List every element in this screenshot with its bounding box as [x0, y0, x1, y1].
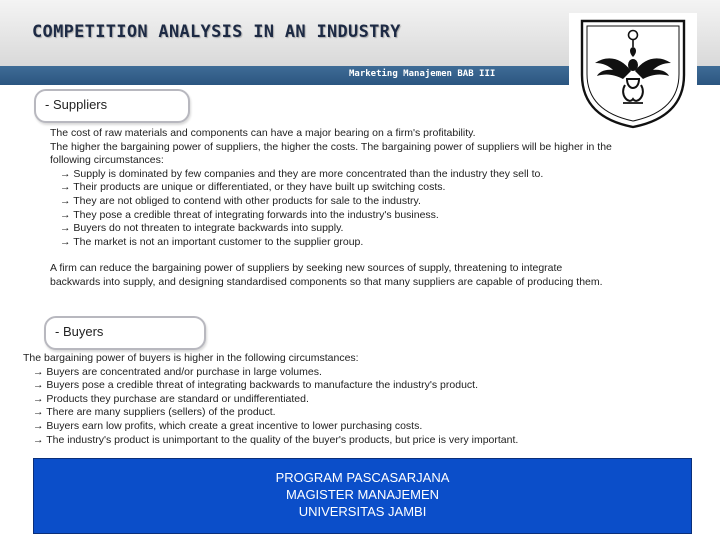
supplier-point: → The market is not an important customer to the supplier group. — [60, 235, 364, 248]
footer-line: MAGISTER MANAJEMEN — [285, 487, 440, 502]
buyer-point: → Buyers pose a credible threat of integrating backwards to manufacture the industry's product. — [33, 379, 478, 392]
buyer-point: → The industry's product is unimportant to the quality of the buyer's products, but price is very important. — [33, 433, 519, 446]
supplier-point: → Supply is dominated by few companies and they are more concentrated than the industry they sell to. — [60, 167, 544, 180]
university-logo — [569, 13, 697, 131]
buyer-point: → Buyers are concentrated and/or purchase in large volumes. — [33, 365, 322, 378]
slide-subtitle: Marketing Manajemen BAB III — [349, 69, 496, 79]
suppliers-intro-line: The cost of raw materials and components can have a major bearing on a firm's profitability. — [50, 127, 476, 139]
suppliers-heading — [34, 89, 190, 123]
buyers-heading — [44, 316, 206, 350]
buyers-content — [23, 352, 703, 447]
supplier-point: → They pose a credible threat of integrating forwards into the industry's business. — [60, 208, 439, 221]
supplier-point: → They are not obliged to contend with other products for sale to the industry. — [60, 194, 421, 207]
supplier-point: → Their products are unique or differentiated, or they have built up switching costs. — [60, 181, 446, 194]
suppliers-intro-line: following circumstances: — [50, 154, 164, 167]
buyers-intro: The bargaining power of buyers is higher in the following circumstances: — [23, 352, 359, 364]
buyer-point: → Products they purchase are standard or undifferentiated. — [33, 392, 309, 405]
suppliers-content — [50, 127, 700, 290]
footer-line: PROGRAM PASCASARJANA — [275, 470, 450, 485]
footer-line: UNIVERSITAS JAMBI — [298, 504, 427, 519]
buyers-heading-label: - Buyers — [55, 324, 104, 339]
slide-title: COMPETITION ANALYSIS IN AN INDUSTRY — [32, 22, 401, 42]
buyer-point: → Buyers earn low profits, which create a great incentive to lower purchasing costs. — [33, 419, 423, 432]
footer-text — [34, 469, 691, 520]
garuda-emblem-icon — [569, 13, 697, 131]
suppliers-heading-label: - Suppliers — [45, 97, 108, 112]
suppliers-conclusion-line: A firm can reduce the bargaining power of suppliers by seeking new sources of supply, threatening to integrate — [50, 262, 563, 275]
footer-banner — [33, 458, 692, 534]
suppliers-conclusion-line: backwards into supply, and designing standardised components so that many suppliers are capable of producing them. — [50, 275, 603, 288]
supplier-point: → Buyers do not threaten to integrate backwards into supply. — [60, 222, 344, 235]
suppliers-intro-line: The higher the bargaining power of suppliers, the higher the costs. The bargaining power of suppliers will be higher in the — [50, 140, 612, 153]
buyer-point: → There are many suppliers (sellers) of the product. — [33, 406, 276, 419]
